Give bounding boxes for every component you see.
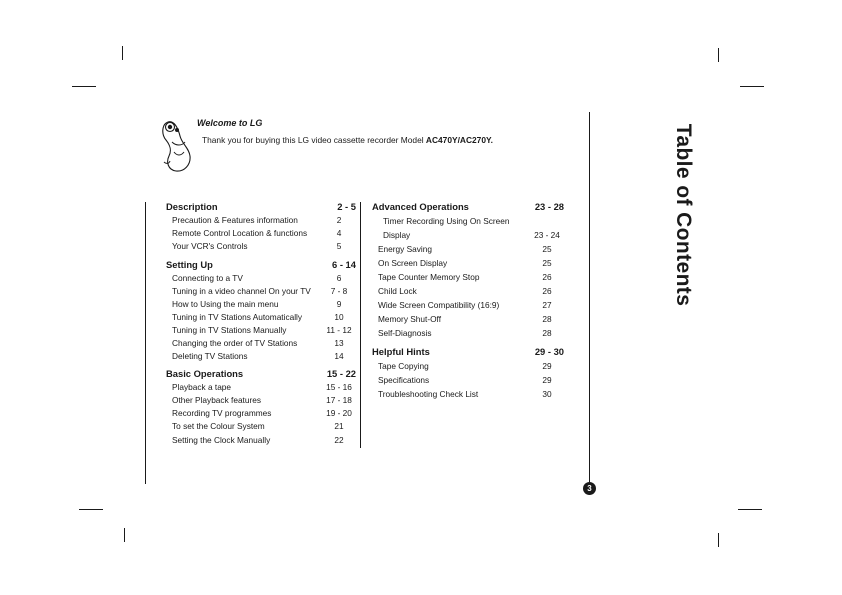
toc-item[interactable]: Tape Copying [378,361,429,371]
toc-item[interactable]: Remote Control Location & functions [172,228,308,238]
toc-item[interactable]: Your VCR's Controls [172,241,248,251]
toc-page: 11 - 12 [326,325,352,335]
section-title: Helpful Hints [372,346,430,357]
toc-page: 4 [336,228,342,238]
section-range: 23 - 28 [534,201,564,212]
section-range: 29 - 30 [534,346,564,357]
toc-page: 25 [542,258,552,268]
toc-item[interactable]: Tuning in TV Stations Manually [172,325,287,335]
toc-item[interactable]: Recording TV programmes [172,408,272,418]
crop-mark [718,533,719,547]
toc-item[interactable]: Child Lock [378,286,417,296]
toc-item[interactable]: Wide Screen Compatibility (16:9) [378,300,500,310]
crop-mark [738,509,762,510]
toc-page: 26 [542,272,552,282]
toc-page: 28 [542,328,552,338]
welcome-text [202,135,493,145]
toc-page: 2 [336,215,342,225]
toc-item[interactable]: Tuning in a video channel On your TV [172,286,311,296]
toc-item[interactable]: Tuning in TV Stations Automatically [172,312,303,322]
toc-page: 14 [334,351,344,361]
welcome-text-prefix: Thank you for buying this LG video cassette recorder Model [202,135,426,145]
section-range: 15 - 22 [326,368,356,379]
toc-page: 10 [334,312,344,322]
toc-page: 25 [542,244,552,254]
toc-page: 15 - 16 [326,382,352,392]
toc-item[interactable]: Timer Recording Using On Screen [383,216,510,226]
toc-page: 27 [542,300,552,310]
toc-item[interactable]: Playback a tape [172,382,232,392]
center-rule [360,202,361,448]
toc-page: 30 [542,389,552,399]
section-title: Setting Up [166,259,213,270]
section-range: 6 - 14 [332,259,356,270]
model-number: AC470Y/AC270Y. [425,135,493,145]
toc-item[interactable]: Self-Diagnosis [378,328,432,338]
crop-mark [122,46,123,60]
toc-item-continued[interactable]: Display [383,230,411,240]
toc-item[interactable]: How to Using the main menu [172,299,279,309]
section-title: Description [166,201,218,212]
toc-item[interactable]: Changing the order of TV Stations [172,338,298,348]
crop-mark [740,86,764,87]
toc-page: 28 [542,314,552,324]
toc-item[interactable]: Troubleshooting Check List [378,389,479,399]
page-number-badge: 3 [583,482,596,495]
toc-item[interactable]: Tape Counter Memory Stop [378,272,480,282]
section-title: Basic Operations [166,368,244,379]
toc-item[interactable]: Deleting TV Stations [172,351,248,361]
toc-item[interactable]: Connecting to a TV [172,273,243,283]
welcome-title: Welcome to LG [197,118,263,128]
toc-page: 19 - 20 [326,408,352,418]
toc-page: 13 [334,338,344,348]
toc-page: 9 [336,299,342,309]
section-range: 2 - 5 [337,201,356,212]
toc-item[interactable]: Specifications [378,375,430,385]
toc-item[interactable]: Energy Saving [378,244,432,254]
toc-item[interactable]: To set the Colour System [172,421,265,431]
toc-page: 5 [336,241,342,251]
toc-page: 22 [334,435,344,445]
toc-item[interactable]: Setting the Clock Manually [172,435,271,445]
right-rule [589,112,590,482]
page-title: Table of Contents [672,123,695,307]
crop-mark [79,509,103,510]
left-rule [145,202,146,484]
toc-page: 21 [334,421,344,431]
toc-page: 29 [542,375,552,385]
toc-page: 7 - 8 [330,286,348,296]
lg-mascot-icon [160,118,196,174]
toc-page: 6 [336,273,342,283]
toc-item[interactable]: Other Playback features [172,395,262,405]
crop-mark [718,48,719,62]
toc-item[interactable]: Memory Shut-Off [378,314,442,324]
section-title: Advanced Operations [372,201,469,212]
crop-mark [124,528,125,542]
toc-item[interactable]: On Screen Display [378,258,448,268]
crop-mark [72,86,96,87]
toc-page: 29 [542,361,552,371]
toc-page: 17 - 18 [326,395,352,405]
toc-page: 26 [542,286,552,296]
toc-page: 23 - 24 [534,230,560,240]
toc-item[interactable]: Precaution & Features information [172,215,298,225]
